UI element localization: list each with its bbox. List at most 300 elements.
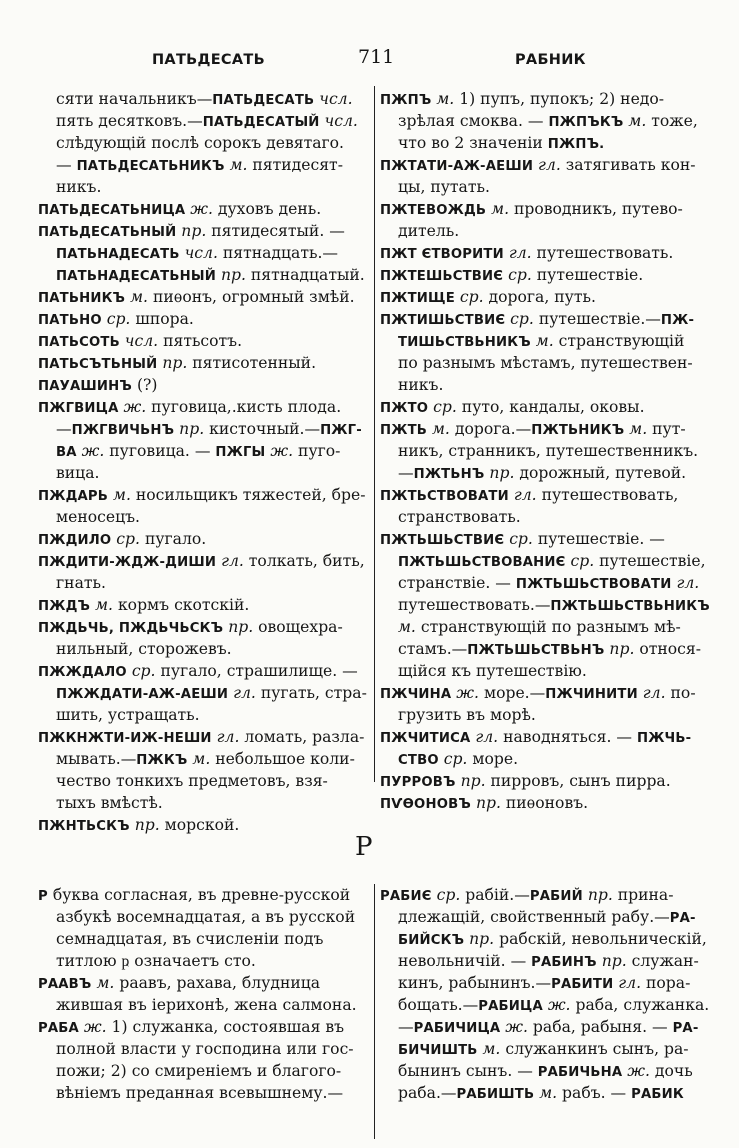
headword: ПЖТЬШЬСТВЬНИКЪ (550, 599, 710, 614)
entry-line (380, 154, 710, 176)
column-divider-top (374, 86, 375, 782)
grammar-label: ср. (116, 530, 140, 548)
grammar-label: ср. (508, 266, 532, 284)
headword: ТИШЬСТВЬНИКЪ (398, 335, 531, 350)
definition-text: азбукѣ восемнадцатая, а въ русской (56, 908, 356, 926)
headword: ПЖТЬСТВОВАТИ (380, 489, 509, 504)
grammar-label: гл. (233, 684, 256, 702)
definition-text: стамъ.— (398, 640, 468, 658)
headword: РА- (669, 911, 696, 926)
headword: ПАУАШИНЪ (38, 379, 132, 394)
entry-line (380, 928, 710, 950)
entry-line (38, 528, 370, 550)
definition-text: пожи; 2) со смиреніемъ и благого- (56, 1062, 342, 1080)
grammar-label: чсл. (184, 244, 218, 262)
definition-text: нильный, сторожевъ. (56, 640, 232, 658)
headword: ПАТЬДЕСАТЬ (212, 93, 315, 108)
grammar-label: ср. (436, 886, 461, 904)
grammar-label: ср. (443, 750, 468, 768)
headword: ПАТЬДЕСАТЬНЫЙ (38, 225, 177, 240)
definition-text: рабій.— (460, 886, 530, 904)
grammar-label: м. (192, 750, 211, 768)
definition-text: пятнадцатый. (245, 266, 365, 284)
headword: ПЖТО (380, 401, 429, 416)
headword: ПЖГВИЦА (38, 401, 119, 416)
definition-text: пятидесятый. — (206, 222, 345, 240)
headword: ПЖЧИНА (380, 687, 452, 702)
entry-line (380, 462, 710, 484)
entry-line (38, 440, 370, 462)
header-right-guide-word: РАБНИК (515, 52, 586, 68)
grammar-label: ср. (509, 530, 533, 548)
entry-line (38, 550, 370, 572)
headword: ПЖЖДАТИ-АЖ-АЕШИ (56, 687, 229, 702)
definition-text: по разнымъ мѣстамъ, путешествен- (398, 354, 693, 372)
definition-text: духовъ день. (212, 200, 322, 218)
entry-line (380, 352, 710, 374)
entry-line (380, 884, 710, 906)
entry-line (38, 638, 370, 660)
definition-text: пять десятковъ.— (56, 112, 203, 130)
entry-line (38, 972, 368, 994)
entry-line (380, 660, 710, 682)
definition-text: бощать.— (398, 996, 479, 1014)
entry-line (380, 906, 710, 928)
grammar-label: ж. (190, 200, 213, 218)
headword: ПЖ- (660, 313, 695, 328)
entry-line (380, 198, 710, 220)
entry-line (38, 950, 368, 972)
entry-line (38, 1016, 368, 1038)
definition-text: невольничій. — (398, 952, 532, 970)
headword: РАБИЙ (529, 889, 583, 904)
headword: ПАТЬНИКЪ (38, 291, 126, 306)
entry-line (38, 264, 370, 286)
section-letter: Р (355, 832, 373, 862)
grammar-label: пр. (475, 794, 501, 812)
headword: ПЖТ ЄТВОРИТИ (380, 247, 504, 262)
headword: РАБИЧИЦА (413, 1021, 501, 1036)
definition-text: раавъ, рахава, блудница (114, 974, 321, 992)
definition-text: служан- (626, 952, 699, 970)
definition-text: путо, кандалы, оковы. (456, 398, 645, 416)
definition-text: затягивать кон- (560, 156, 696, 174)
entry-line (380, 418, 710, 440)
headword: РАБИТИ (551, 977, 614, 992)
grammar-label: пр. (460, 772, 486, 790)
grammar-label: пр. (134, 816, 160, 834)
headword: ПЖДАРЬ (38, 489, 109, 504)
definition-text: пугать, стра- (255, 684, 367, 702)
entry-line (380, 330, 710, 352)
definition-text: пуговица. — (104, 442, 216, 460)
headword: ПАТЬДЕСАТЬНИЦА (38, 203, 186, 218)
entry-line (38, 462, 370, 484)
headword: ПЖНТЬСКЪ (38, 819, 130, 834)
definition-text: путешествовать. (531, 244, 674, 262)
grammar-label: гл. (475, 728, 499, 746)
entry-line (38, 906, 368, 928)
entry-line (380, 132, 710, 154)
definition-text: дитель. (398, 222, 460, 240)
page-number: 711 (358, 46, 395, 68)
definition-text: грузить въ морѣ. (398, 706, 536, 724)
grammar-label: ср. (106, 310, 131, 328)
definition-text: ломать, разла- (239, 728, 365, 746)
definition-text: вѣніемъ преданная всевышнему.— (56, 1084, 344, 1102)
grammar-label: м. (628, 112, 647, 130)
grammar-label: гл. (216, 728, 240, 746)
entry-line (38, 132, 370, 154)
definition-text: дорога.— (449, 420, 532, 438)
headword: ПАТЬСЪТЬНЫЙ (38, 357, 158, 372)
headword: СТВО (398, 753, 439, 768)
headword: ПАТЬНАДЕСАТЬНЫЙ (56, 269, 216, 284)
definition-text: — (398, 1018, 414, 1036)
headword: ПЖГЫ (215, 445, 266, 460)
definition-text: странствовать. (398, 508, 521, 526)
entry-line (38, 704, 370, 726)
entry-line (380, 1060, 710, 1082)
definition-text: путешествовать, (536, 486, 679, 504)
headword: ПЖЖДАЛО (38, 665, 127, 680)
grammar-label: пр. (609, 640, 635, 658)
headword: Р (38, 889, 48, 904)
definition-text: кормъ скотскій. (112, 596, 250, 614)
entry-line (38, 594, 370, 616)
definition-text: пирровъ, сынъ пирра. (485, 772, 671, 790)
grammar-label: м. (629, 420, 648, 438)
entry-line (380, 396, 710, 418)
grammar-label: м. (130, 288, 148, 306)
grammar-label: ж. (83, 1018, 107, 1036)
definition-text: странствіе. — (398, 574, 516, 592)
grammar-label: ж. (270, 442, 294, 460)
definition-text: путешествовать.— (398, 596, 551, 614)
grammar-label: пр. (489, 464, 515, 482)
definition-text: вица. (56, 464, 100, 482)
entry-line (38, 110, 370, 132)
headword: ПЖТЕВОЖДЬ (380, 203, 487, 218)
headword: РА- (672, 1021, 699, 1036)
grammar-label: ж. (505, 1018, 528, 1036)
definition-text: наводняться. — (498, 728, 637, 746)
definition-text: толкать, бить, (243, 552, 365, 570)
definition-text: что во 2 значеніи (398, 134, 548, 152)
entry-line (380, 792, 710, 814)
definition-text: пятидесят- (247, 156, 343, 174)
grammar-label: ж. (547, 996, 571, 1014)
headword: РААВЪ (38, 977, 92, 992)
entry-line (38, 572, 370, 594)
entry-line (380, 1082, 710, 1104)
grammar-label: пр. (587, 886, 613, 904)
entry-line (38, 308, 370, 330)
definition-text: путешествіе. — (532, 530, 665, 548)
grammar-label: м. (432, 420, 450, 438)
headword: ПЖПЪ (380, 93, 432, 108)
definition-text: дорожный, путевой. (514, 464, 687, 482)
definition-text: пятисотенный. (187, 354, 317, 372)
definition-text: слѣдующій послѣ сорокъ девятаго. (56, 134, 345, 152)
headword: ПЖДЪ (38, 599, 91, 614)
definition-text: пятнадцать.— (217, 244, 339, 262)
grammar-label: ср. (131, 662, 156, 680)
definition-text: странствующій по разнымъ мѣ- (415, 618, 681, 636)
definition-text: пуговица,.кисть плода. (146, 398, 342, 416)
definition-text: чество тонкихъ предметовъ, взя- (56, 772, 328, 790)
headword: ВА (56, 445, 77, 460)
definition-text: пиѳоновъ. (500, 794, 589, 812)
entry-line (380, 1038, 710, 1060)
entry-line (38, 352, 370, 374)
definition-text: никъ. (56, 178, 102, 196)
headword: ПЖТЬ (380, 423, 428, 438)
definition-text: пиѳонъ, огромный змѣй. (148, 288, 355, 306)
definition-text: путешествіе, (594, 552, 706, 570)
headword: ПЖТИШЬСТВИЄ (380, 313, 506, 328)
headword: РАБИЦА (478, 999, 543, 1014)
headword: РАБИШТЬ (456, 1087, 535, 1102)
entry-line (38, 154, 370, 176)
definition-text: дорога, путь. (483, 288, 596, 306)
entry-line (380, 638, 710, 660)
grammar-label: чсл. (324, 112, 358, 130)
definition-text: по- (665, 684, 696, 702)
entry-line (380, 748, 710, 770)
entry-line (38, 396, 370, 418)
grammar-label: пр. (228, 618, 254, 636)
definition-text: служанкинъ сынъ, ра- (500, 1040, 689, 1058)
grammar-label: ж. (123, 398, 147, 416)
headword: ПАТЬДЕСАТЬНИКЪ (76, 159, 225, 174)
grammar-label: м. (96, 974, 115, 992)
headword: ПЖТЬШЬСТВИЄ (380, 533, 505, 548)
entry-line (38, 928, 368, 950)
entry-line (380, 374, 710, 396)
entry-line (38, 176, 370, 198)
headword: ПЖТЬШЬСТВОВАТИ (515, 577, 672, 592)
definition-text: меносецъ. (56, 508, 141, 526)
entry-line (380, 682, 710, 704)
entry-line (38, 726, 370, 748)
entry-line (380, 550, 710, 572)
definition-text: буква согласная, въ древне-русской (47, 886, 351, 904)
entry-line (380, 616, 710, 638)
entry-line (38, 1038, 368, 1060)
page-header (0, 46, 739, 76)
entry-line (380, 88, 710, 110)
headword: РАБИК (631, 1087, 684, 1102)
definition-text: странствующій (553, 332, 685, 350)
entry-line (38, 374, 370, 396)
headword: ПАТЬНАДЕСАТЬ (56, 247, 180, 262)
definition-text: гнать. (56, 574, 106, 592)
grammar-label: ср. (433, 398, 457, 416)
grammar-label: м. (535, 332, 554, 350)
grammar-label: гл. (513, 486, 537, 504)
definition-text: пугало, страшилище. — (155, 662, 358, 680)
definition-text: — (398, 464, 414, 482)
definition-text: пора- (641, 974, 691, 992)
entry-line (38, 286, 370, 308)
definition-text: 1) служанка, состоявшая въ (106, 1018, 345, 1036)
headword: ПУРРОВЪ (380, 775, 456, 790)
grammar-label: гл. (538, 156, 561, 174)
grammar-label: пр. (601, 952, 627, 970)
definition-text: тоже, (646, 112, 698, 130)
definition-text: путешествіе. (531, 266, 644, 284)
grammar-label: ж. (456, 684, 479, 702)
grammar-label: гл. (221, 552, 244, 570)
entry-line (380, 704, 710, 726)
entry-line (380, 176, 710, 198)
entry-line (380, 528, 710, 550)
headword: БИЙСКЪ (398, 933, 465, 948)
grammar-label: м. (436, 90, 455, 108)
definition-text: цы, путать. (398, 178, 490, 196)
definition-text: — (56, 156, 77, 174)
definition-text: пятьсотъ. (158, 332, 243, 350)
grammar-label: м. (482, 1040, 501, 1058)
headword: ПЖТИЩЕ (380, 291, 455, 306)
entry-line (38, 330, 370, 352)
definition-text: морской. (159, 816, 240, 834)
grammar-label: гл. (642, 684, 666, 702)
entry-line (380, 1016, 710, 1038)
grammar-label: м. (113, 486, 131, 504)
bottom-left-column (38, 884, 368, 1104)
entry-line (380, 220, 710, 242)
definition-text: кинъ, рабынинъ.— (398, 974, 552, 992)
column-divider-bottom (374, 884, 375, 1139)
entry-line (38, 770, 370, 792)
definition-text: бынинъ сынъ. — (398, 1062, 538, 1080)
headword: ПЖДИЛО (38, 533, 112, 548)
entry-line (38, 994, 368, 1016)
top-right-column (380, 88, 710, 814)
headword: ПЖГ- (320, 423, 362, 438)
grammar-label: ср. (510, 310, 534, 328)
definition-text: раба, рабыня. — (527, 1018, 673, 1036)
grammar-label: пр. (469, 930, 495, 948)
grammar-label: м. (491, 200, 510, 218)
entry-line (380, 110, 710, 132)
headword: ПЖЧИНИТИ (545, 687, 638, 702)
definition-text: пут- (647, 420, 686, 438)
definition-text: щійся къ путешествію. (398, 662, 587, 680)
definition-text: сяти начальникъ— (56, 90, 213, 108)
definition-text: носильщикъ тяжестей, бре- (130, 486, 366, 504)
headword: ПЖПЪ. (547, 137, 605, 152)
grammar-label: чсл. (124, 332, 159, 350)
definition-text: семнадцатая, въ счисленіи подъ (56, 930, 324, 948)
headword: РАБИЧЬНА (537, 1065, 623, 1080)
entry-line (38, 506, 370, 528)
headword: ПЖТЕШЬСТВИЄ (380, 269, 504, 284)
definition-text: овощехра- (253, 618, 343, 636)
headword: ПЖКЪ (136, 753, 188, 768)
definition-text: никъ. (398, 376, 444, 394)
header-left-guide-word: ПАТЬДЕСАТЬ (152, 52, 265, 68)
entry-line (38, 418, 370, 440)
entry-line (380, 972, 710, 994)
grammar-label: пр. (181, 222, 207, 240)
definition-text: проводникъ, путево- (509, 200, 683, 218)
definition-text: зрѣлая смоква. — (398, 112, 549, 130)
definition-text: небольшое коли- (210, 750, 355, 768)
definition-text: море.— (478, 684, 546, 702)
headword: ПЖЧИТИСА (380, 731, 471, 746)
headword: ПЖЧЬ- (636, 731, 692, 746)
definition-text: 1) пупъ, пупокъ; 2) недо- (454, 90, 665, 108)
headword: РАБИЄ (380, 889, 432, 904)
definition-text: дочь (649, 1062, 693, 1080)
headword: ПЖТЬНЪ (413, 467, 485, 482)
headword: ПЖТАТИ-АЖ-АЕШИ (380, 159, 534, 174)
definition-text: раба, служанка. (570, 996, 710, 1014)
definition-text: пугало. (139, 530, 207, 548)
entry-line (38, 88, 370, 110)
definition-text: никъ, странникъ, путешественникъ. (398, 442, 699, 460)
grammar-label: пр. (162, 354, 188, 372)
grammar-label: гл. (508, 244, 532, 262)
grammar-label: пр. (179, 420, 205, 438)
entry-line (380, 242, 710, 264)
definition-text: жившая въ іерихонѣ, жена салмона. (56, 996, 357, 1014)
entry-line (380, 594, 710, 616)
entry-line (380, 770, 710, 792)
entry-line (38, 814, 370, 836)
headword: ПЖДИТИ-ЖДЖ-ДИШИ (38, 555, 217, 570)
headword: ПАТЬСОТЬ (38, 335, 120, 350)
entry-line (38, 198, 370, 220)
definition-text: относя- (634, 640, 701, 658)
definition-text: — (56, 420, 72, 438)
grammar-label: м. (229, 156, 248, 174)
grammar-label: м. (95, 596, 113, 614)
headword: ПЖТЬШЬСТВОВАНИЄ (398, 555, 566, 570)
headword: ПѴѲОНОВЪ (380, 797, 471, 812)
definition-text: шить, устращать. (56, 706, 200, 724)
entry-line (38, 242, 370, 264)
grammar-label: чсл. (319, 90, 353, 108)
headword: БИЧИШТЬ (398, 1043, 478, 1058)
definition-text: путешествіе.— (533, 310, 661, 328)
definition-text: море. (467, 750, 519, 768)
headword: ПАТЬНО (38, 313, 102, 328)
definition-text: пуго- (293, 442, 341, 460)
entry-line (380, 950, 710, 972)
definition-text: раба.— (398, 1084, 457, 1102)
bottom-right-column (380, 884, 710, 1104)
definition-text: титлою ҏ означаетъ сто. (56, 952, 256, 970)
grammar-label: гл. (676, 574, 700, 592)
entry-line (38, 1060, 368, 1082)
definition-text: рабъ. — (557, 1084, 632, 1102)
headword: ПЖТЬНИКЪ (531, 423, 625, 438)
entry-line (38, 220, 370, 242)
definition-text: кисточный.— (204, 420, 321, 438)
entry-line (38, 748, 370, 770)
grammar-label: ср. (570, 552, 595, 570)
entry-line (38, 682, 370, 704)
headword: ПЖТЬШЬСТВЬНЪ (467, 643, 605, 658)
headword: ПЖКНЖТИ-ИЖ-НЕШИ (38, 731, 212, 746)
definition-text: (?) (131, 376, 158, 394)
entry-line (38, 792, 370, 814)
entry-line (380, 572, 710, 594)
